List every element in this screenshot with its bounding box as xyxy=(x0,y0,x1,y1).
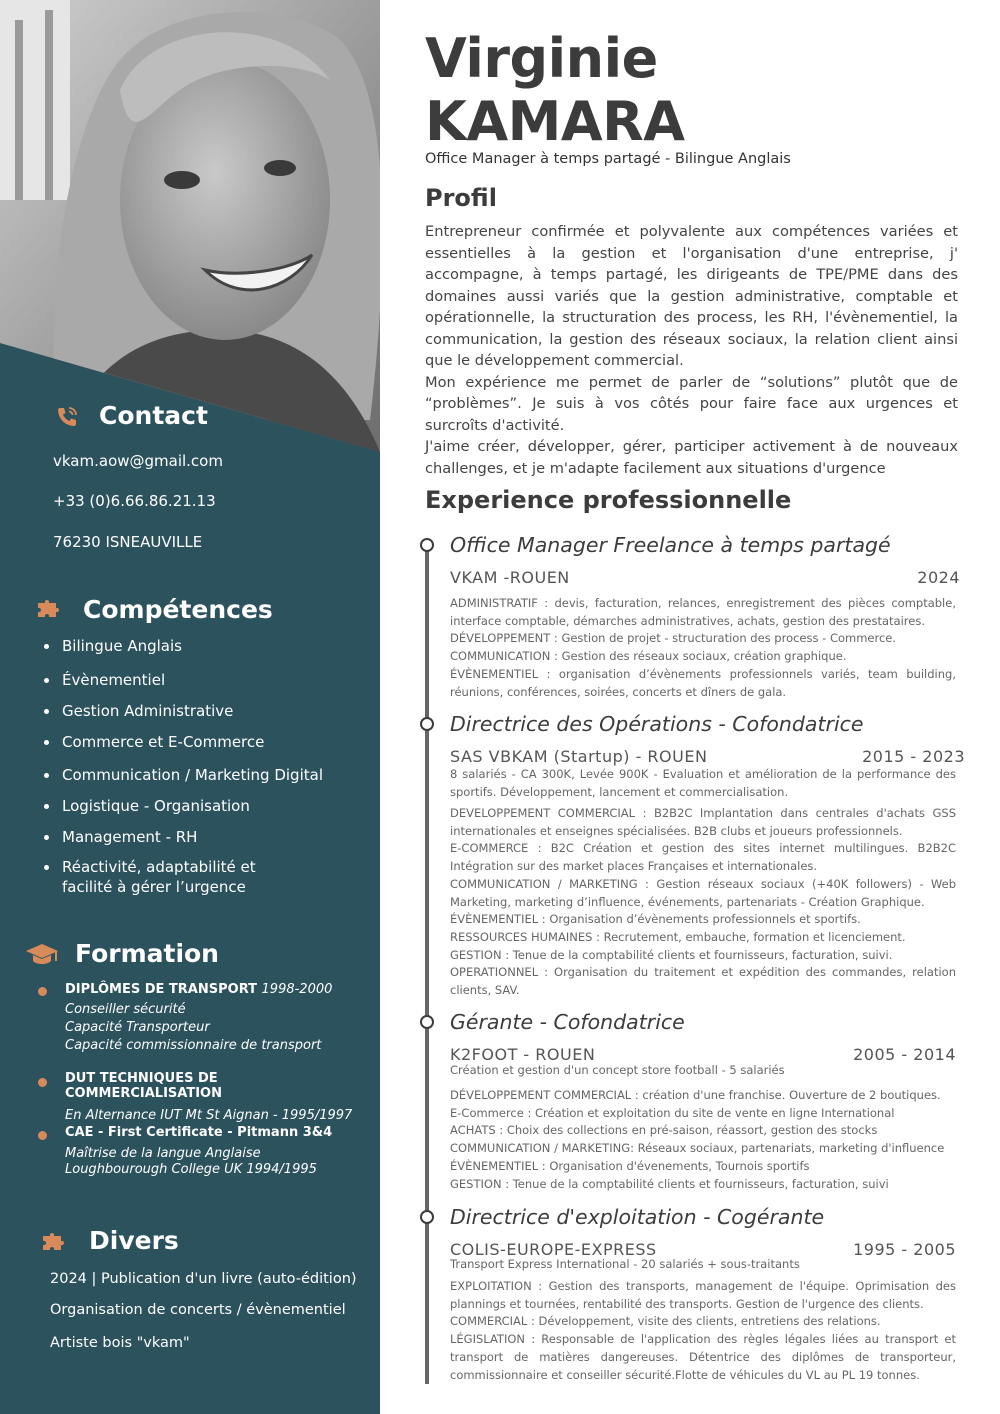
job-summary-text: Création et gestion d'un concept store football - 5 salariés xyxy=(450,1063,785,1077)
job-entry xyxy=(420,1010,980,1191)
education-item-line: Capacité Transporteur xyxy=(65,1020,210,1035)
job-detail: RESSOURCES HUMAINES : Recrutement, embauche, formation et licenciement. xyxy=(450,929,906,944)
sidebar xyxy=(0,0,380,1414)
email[interactable]: vkam.aow@gmail.com xyxy=(53,452,223,470)
profile-paragraph: Entrepreneur confirmée et polyvalente aux compétences variées et essentielles à la gestion et l'organisation d'une entreprise, j' accompagne, à temps partagé, les dirigeants de TPE/PME dans des domaines aussi variés que la gestion administrative, comptable et opérationnelle, la structuration des process, les RH, l'évènementiel, la communication, la gestion des réseaux sociaux, la relation client ainsi que le développement commercial. xyxy=(425,223,958,369)
misc-title: Divers xyxy=(89,1226,179,1255)
first-name: Virginie xyxy=(425,27,658,90)
education-item-line: Maîtrise de la langue Anglaise xyxy=(65,1146,261,1161)
job-years: 1995 - 2005 xyxy=(853,1240,956,1259)
education-item-title: DUT TECHNIQUES DE COMMERCIALISATION xyxy=(65,1071,222,1101)
job-description xyxy=(450,805,956,1000)
job-detail: ÉVÈNEMENTIEL : Organisation d’évènements professionnels et sportifs. xyxy=(450,912,861,927)
job-detail: ÉVÈNEMENTIEL : Organisation d'évenements, Tournois sportifs xyxy=(450,1158,810,1173)
skill-item: Réactivité, adaptabilité et facilité à gérer l’urgence xyxy=(44,857,284,897)
job-detail: COMMUNICATION / MARKETING: Réseaux sociaux, partenariats, marketing d'influence xyxy=(450,1141,945,1156)
skills-list xyxy=(44,632,364,897)
skill-item: Évènementiel xyxy=(44,670,364,690)
education-item xyxy=(38,982,368,1055)
job-detail: COMMERCIAL : Développement, visite des clients, entretiens des relations. xyxy=(450,1314,881,1329)
job-detail: ADMINISTRATIF : devis, facturation, relances, enregistrement des pièces comptable, interface comptable, démarches administratives, achats, gestion des prestataires. xyxy=(450,596,956,628)
job-description xyxy=(450,1278,956,1384)
job-summary xyxy=(450,1062,956,1080)
education-item-period: 1998-2000 xyxy=(261,982,333,997)
education-item-line: Capacité commissionnaire de transport xyxy=(65,1038,322,1053)
job-detail: DÉVELOPPEMENT COMMERCIAL : création d'une franchise. Ouverture de 2 boutiques. xyxy=(450,1088,941,1102)
job-title: Directrice d'exploitation - Cogérante xyxy=(450,1205,825,1229)
contact-title: Contact xyxy=(99,401,208,430)
job-detail: EXPLOITATION : Gestion des transports, management de l'équipe. Oprimisation des plannings et tournées, rentabilité des transports. Gestion de l'urgence des clients. xyxy=(450,1279,956,1311)
job-subtitle: Office Manager à temps partagé - Bilingue Anglais xyxy=(425,151,791,167)
profile-photo xyxy=(0,0,380,452)
timeline-line xyxy=(425,546,429,1384)
skills-title: Compétences xyxy=(83,595,273,624)
job-years: 2005 - 2014 xyxy=(853,1045,956,1064)
timeline-node xyxy=(420,1210,434,1224)
job-summary xyxy=(450,1256,956,1274)
phone[interactable]: +33 (0)6.66.86.21.13 xyxy=(53,492,216,510)
last-name: KAMARA xyxy=(425,90,685,153)
job-summary-text: 8 salariés - CA 300K, Levée 900K - Evaluation et amélioration de la performance des sportifs. Développement, lancement et commercialisation. xyxy=(450,767,956,799)
skill-item: Logistique - Organisation xyxy=(44,796,364,816)
job-company: SAS VBKAM (Startup) - ROUEN xyxy=(450,747,708,766)
address: 76230 ISNEAUVILLE xyxy=(53,533,203,551)
bullet-dot xyxy=(38,987,47,996)
job-company: K2FOOT - ROUEN xyxy=(450,1045,596,1064)
profile-paragraph: J'aime créer, développer, gérer, participer activement à de nouveaux challenges, et je m'adapte facilement aux situations d'urgence xyxy=(425,438,958,477)
job-years: 2015 - 2023 xyxy=(862,747,965,766)
job-entry xyxy=(420,533,980,699)
job-detail: OPERATIONNEL : Organisation du traitement et expédition des commandes, relation clients, SAV. xyxy=(450,965,956,998)
education-item-line: En Alternance IUT Mt St Aignan - 1995/1997 xyxy=(65,1108,353,1123)
skill-item: Management - RH xyxy=(44,827,364,847)
profile-paragraph: Mon expérience me permet de parler de “solutions” plutôt que de “problèmes”. Je suis à vos côtés pour faire face aux urgences et surcroîts d'activité. xyxy=(425,373,958,434)
job-summary-text: Transport Express International - 20 salariés + sous-traitants xyxy=(450,1257,800,1271)
job-detail: ACHATS : Choix des collections en pré-saison, réassort, gestion des stocks xyxy=(450,1123,878,1138)
education-item-line: Loughbourough College UK 1994/1995 xyxy=(65,1162,317,1177)
bullet-dot xyxy=(38,1078,47,1087)
job-title: Gérante - Cofondatrice xyxy=(450,1010,685,1034)
job-detail: GESTION : Tenue de la comptabilité clients et fournisseurs, facturation, suivi. xyxy=(450,947,893,962)
bullet-dot xyxy=(38,1131,47,1140)
job-years: 2024 xyxy=(917,568,960,587)
job-description xyxy=(450,595,956,701)
education-item-title: CAE - First Certificate - Pitmann 3&4 xyxy=(65,1125,333,1140)
phone-icon xyxy=(55,405,79,429)
skill-item: Gestion Administrative xyxy=(44,701,364,721)
misc-item: Artiste bois "vkam" xyxy=(50,1335,190,1351)
profile-title: Profil xyxy=(425,184,497,212)
timeline-node xyxy=(420,538,434,552)
job-detail: GESTION : Tenue de la comptabilité clients et fournisseurs, facturation, suivi xyxy=(450,1176,889,1191)
graduation-cap-icon xyxy=(25,942,59,968)
education-item-title: DIPLÔMES DE TRANSPORT xyxy=(65,982,257,997)
main-content xyxy=(380,0,1000,1414)
skill-item: Communication / Marketing Digital xyxy=(44,765,364,785)
job-detail: COMMUNICATION : Gestion des réseaux sociaux, création graphique. xyxy=(450,649,847,664)
education-item xyxy=(38,1125,368,1177)
timeline-node xyxy=(420,717,434,731)
timeline-node xyxy=(420,1015,434,1029)
job-detail: E-Commerce : Création et exploitation du site de vente en ligne International xyxy=(450,1105,895,1120)
job-detail: COMMUNICATION / MARKETING : Gestion réseaux sociaux (+40K followers) - Web Marketing, marketing d’influence, événements, partenariats - Création Graphique. xyxy=(450,876,956,909)
education-title: Formation xyxy=(75,939,219,968)
job-detail: LÉGISLATION : Responsable de l'application des règles légales liées au transport et transport de matières dangereuses. Détentrice des diplômes de transporteur, commissionnaire et conseiller sécurité.Flotte de véhicules du VL au PL 19 tonnes. xyxy=(450,1332,956,1382)
education-item-line: Conseiller sécurité xyxy=(65,1002,186,1017)
job-detail: ÉVÈNEMENTIEL : organisation d’évènements professionnels variés, team building, réunions, conférences, soirées, concerts et dîners de gala. xyxy=(450,666,956,699)
education-item xyxy=(38,1071,368,1125)
misc-item: 2024 | Publication d'un livre (auto-édition) xyxy=(50,1271,357,1287)
profile-text xyxy=(425,221,958,479)
puzzle-icon xyxy=(41,1230,71,1254)
job-detail: DÉVELOPPEMENT : Gestion de projet - structuration des process - Commerce. xyxy=(450,631,897,646)
misc-item: Organisation de concerts / évènementiel xyxy=(50,1302,346,1318)
job-description xyxy=(450,1087,956,1193)
job-detail: E-COMMERCE : B2C Création et gestion des sites internet multilingues. B2B2C Intégration sur des market places Françaises et internationales. xyxy=(450,841,956,874)
skill-item: Commerce et E-Commerce xyxy=(44,732,364,752)
job-title: Directrice des Opérations - Cofondatrice xyxy=(450,712,864,736)
job-summary xyxy=(450,766,956,801)
job-company: COLIS-EUROPE-EXPRESS xyxy=(450,1240,657,1259)
job-company: VKAM -ROUEN xyxy=(450,568,570,587)
skill-item: Bilingue Anglais xyxy=(44,636,364,656)
job-entry xyxy=(420,1205,980,1382)
puzzle-icon xyxy=(36,597,66,621)
job-title: Office Manager Freelance à temps partagé xyxy=(450,533,891,557)
experience-title: Experience professionnelle xyxy=(425,486,792,514)
job-detail: DEVELOPPEMENT COMMERCIAL : B2B2C Implantation dans centrales d'achats GSS internationales et enseignes spécialisées. B2B clubs et joueurs professionnels. xyxy=(450,806,956,838)
job-entry xyxy=(420,712,980,998)
